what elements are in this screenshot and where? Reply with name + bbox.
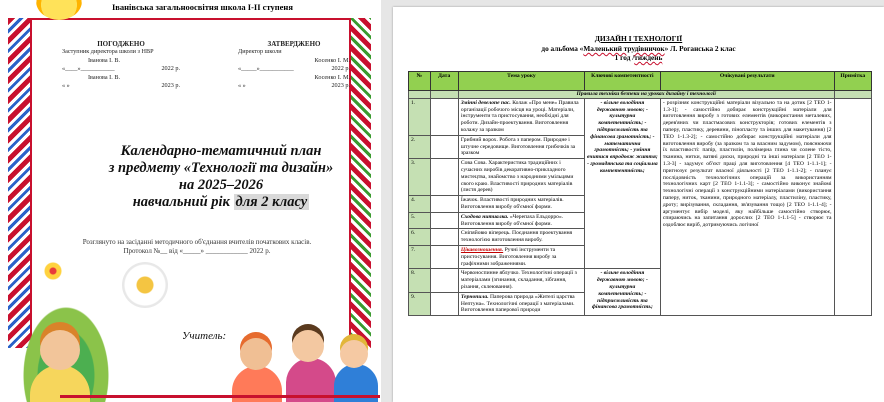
col-note: Примітка [834,72,871,91]
row-date[interactable] [430,269,458,292]
row-number: 4. [409,196,431,213]
plan-heading: ДИЗАЙН І ТЕХНОЛОГІЇ [594,34,683,43]
hours-text: 1 год / [614,53,635,62]
plan-subheading [393,44,884,53]
title-line-4-text: навчальний рік [132,194,234,210]
approved-date-blank-2: « » [238,82,246,90]
title-line-1: Календарно-тематичний план [120,143,322,159]
child-illustration [240,338,272,370]
hours-week: тиждень [634,53,663,62]
approved-heading: ЗАТВЕРДЖЕНО [267,40,321,48]
row-number: 8. [409,269,431,292]
row-topic [458,159,584,196]
row-number: 3. [409,159,431,196]
table-row [409,98,872,135]
col-number: № [409,72,431,91]
table-header-row [409,72,872,91]
row-number: 2. [409,135,431,158]
topic-text: Їжачок. Властивості природних матеріалів. Виготовлення виробу об'ємної форми. [460,197,564,210]
row-date[interactable] [430,212,458,229]
col-results: Очікувані результати [660,72,834,91]
row-topic [458,212,584,229]
plan-hours [393,53,884,62]
row-date[interactable] [430,229,458,246]
ornament-border-right [349,18,371,348]
row-number: 6. [409,229,431,246]
row-date[interactable] [430,98,458,135]
topic-text: Паперова природа «Жителі царства Нептуна». Технологічні операції з матеріалами. Виготовлення паперової природи [460,293,575,314]
row-topic [458,229,584,246]
row-topic [458,245,584,268]
row-date[interactable] [430,196,458,213]
topic-text: Ручні інструменти та пристосування. Виготовлення виробу за графічними зображеннями. [460,246,557,267]
approved-date-year-2: 2023 р. [331,82,350,90]
topic-text: Колаж «Про мене» Правила організації робочого місця на уроці. Матеріали, інструменти та пристосування, необхідні для роботи. Дизайн-проектування. Виготовлення колажу за зразком [460,99,579,133]
row-competences: - вільне володіння державною мовою; - культурна компетентність; - підприємливість та фінансова грамотність; [584,269,660,316]
row-competences: - вільне володіння державною мовою; - культурна компетентність; - підприємливість та фінансова грамотність; - математична грамотність; - уміння вчитися впродовж життя; - громадянська та соціальна компетентність; [584,98,660,269]
col-topic: Тема уроку [458,72,584,91]
approved-name-2: Косенко І. М. [314,73,350,81]
title-page [0,0,381,402]
title-highlight: для 2 класу [235,194,308,210]
row-date[interactable] [430,135,458,158]
row-topic [458,269,584,292]
rope-illustration [60,395,380,398]
document-title [96,143,346,211]
col-date: Дата [430,72,458,91]
approved-date-blank: «_____»___________ [238,65,294,73]
topic-text: Сова Сова. Характеристика традиційних і сучасних виробів декоративно-прикладного мистецтва, знайомство з народними умільцями свого краю. Властивості природних матеріалів (листя дерев) [460,160,574,194]
approval-note: Розглянуто на засіданні методичного об'єднання вчителів початкових класів. Протокол №__ від «_____» ____________ 2022 р. [82,238,312,255]
ornament-border-top [30,18,351,20]
child-illustration [40,330,80,370]
agreed-name-2: Іванова І. В. [88,73,121,81]
topic-text: Сніпяйовю віперець. Поєднання проектування технологією виготовлення виробу. [460,230,573,244]
topic-title: Сходова нитиалка. [460,213,509,220]
topic-title: Змінні девелопе пас. [460,99,511,106]
row-topic [458,292,584,315]
topic-text: Червоноспинне яблучко. Технологічні операції з матеріалами (згинання, складання, зібгання, різання, склеювання). [460,270,577,290]
topic-text: Грибний ворох. Робота з папером. Природне і штучне середовище. Виготовлення грибочків за зразком [460,136,576,157]
title-line-2: з предмету «Технології та дизайн» [108,160,334,176]
row-date[interactable] [430,245,458,268]
row-number: 9. [409,292,431,315]
col-competences: Ключові компетентності [584,72,660,91]
plan-table [408,71,872,316]
row-date[interactable] [430,159,458,196]
subheading-part: до альбома « [541,44,584,53]
child-illustration [292,330,324,362]
subheading-part: » Л. Роганська 2 клас [664,44,736,53]
teacher-label: Учитель: [182,330,227,342]
row-topic [458,98,584,135]
subheading-album: Маленький трудівничок [583,44,665,53]
agreed-heading: ПОГОДЖЕНО [97,40,145,48]
row-topic [458,135,584,158]
sun-illustration [36,0,82,20]
child-illustration [340,340,368,368]
section-title: Правила техніки безпеки на уроках дизайну і технології [458,91,834,99]
flower-illustration [122,262,168,308]
row-results: - розрізняє конструкційні матеріали візуально та на дотик [2 ТЕО 1- 1.3-1]; - самостійно добирає конструкційні матеріали для виготовлення виробу з готових елементів (використання металевих, дерев'яних чи пластмасових конструкторів; готових елементів з паперу, пластику, деревини, пінопласту та інших для макетування) [2 ТЕО 1-1.3-2]; - самостійно добирає конструкційні матеріали для виготовлення виробу (за зразком та за власним задумом), пояснюючи їх властивості: папір, пластилін, полімерна глина чи солене тісто, тканина, нитки, ватяні диски, природні та інші матеріали [2 ТЕО 1-1.3-3] - задумує об'єкт праці для виготовлення [4 ТЕО 1-1.1-1]; - пригнозує результат власної діяльності [2 ТЕО 1-1.1-2]; - планує послідовність технологічних операцій за використанням технологічних карт [2 ТЕО 1-1.1-3]; - самостійно виконує знайомі технологічні операції з конструкційними матеріалами (використання паперу, ниток, тканини, природного матеріалу, пластиліну, пластику, дроту; вирізування, складання, зв'язування тощо) [2 ТЕО 1-1.1-4]; - аргументує вибір моделі, яку найбільше самостійно створює, спираючись на запитання дорослих [2 ТЕО 1-1.1-5] - створює та оздоблює виріб, дотримуючись логічної [660,98,834,315]
agreed-name: Іванова І. В. [88,56,121,64]
approved-date-year: 2022 р. [331,65,350,73]
topic-text: «Черепаха Ельдорро». Виготовлення виробу об'ємної форми. [460,213,564,227]
section-row [409,91,872,99]
small-flower-illustration [44,262,62,280]
title-line-3: на 2025–2026 [178,177,264,193]
approved-block [238,40,350,90]
agreed-date-year: 2022 р. [161,65,180,73]
row-number: 1. [409,98,431,135]
agreed-date-blank-2: « » [62,82,70,90]
approved-name: Косенко І. М. [314,56,350,64]
agreed-date-blank: «____»___________ [62,65,115,73]
row-number: 5. [409,212,431,229]
agreed-block [62,40,180,90]
row-number: 7. [409,245,431,268]
topic-title: Цікавозношення. [460,246,504,253]
school-name: Іванівська загальноосвітня школа І-ІІ ступеня [112,2,293,12]
plan-page [393,7,884,402]
row-note[interactable] [834,98,871,315]
row-date[interactable] [430,292,458,315]
agreed-role: Заступник директора школи з НВР [62,48,154,56]
approved-role: Директор школи [238,48,282,56]
title-line-4 [96,194,346,211]
agreed-date-year-2: 2023 р. [161,82,180,90]
topic-title: Тернопила. [460,293,489,300]
row-topic [458,196,584,213]
